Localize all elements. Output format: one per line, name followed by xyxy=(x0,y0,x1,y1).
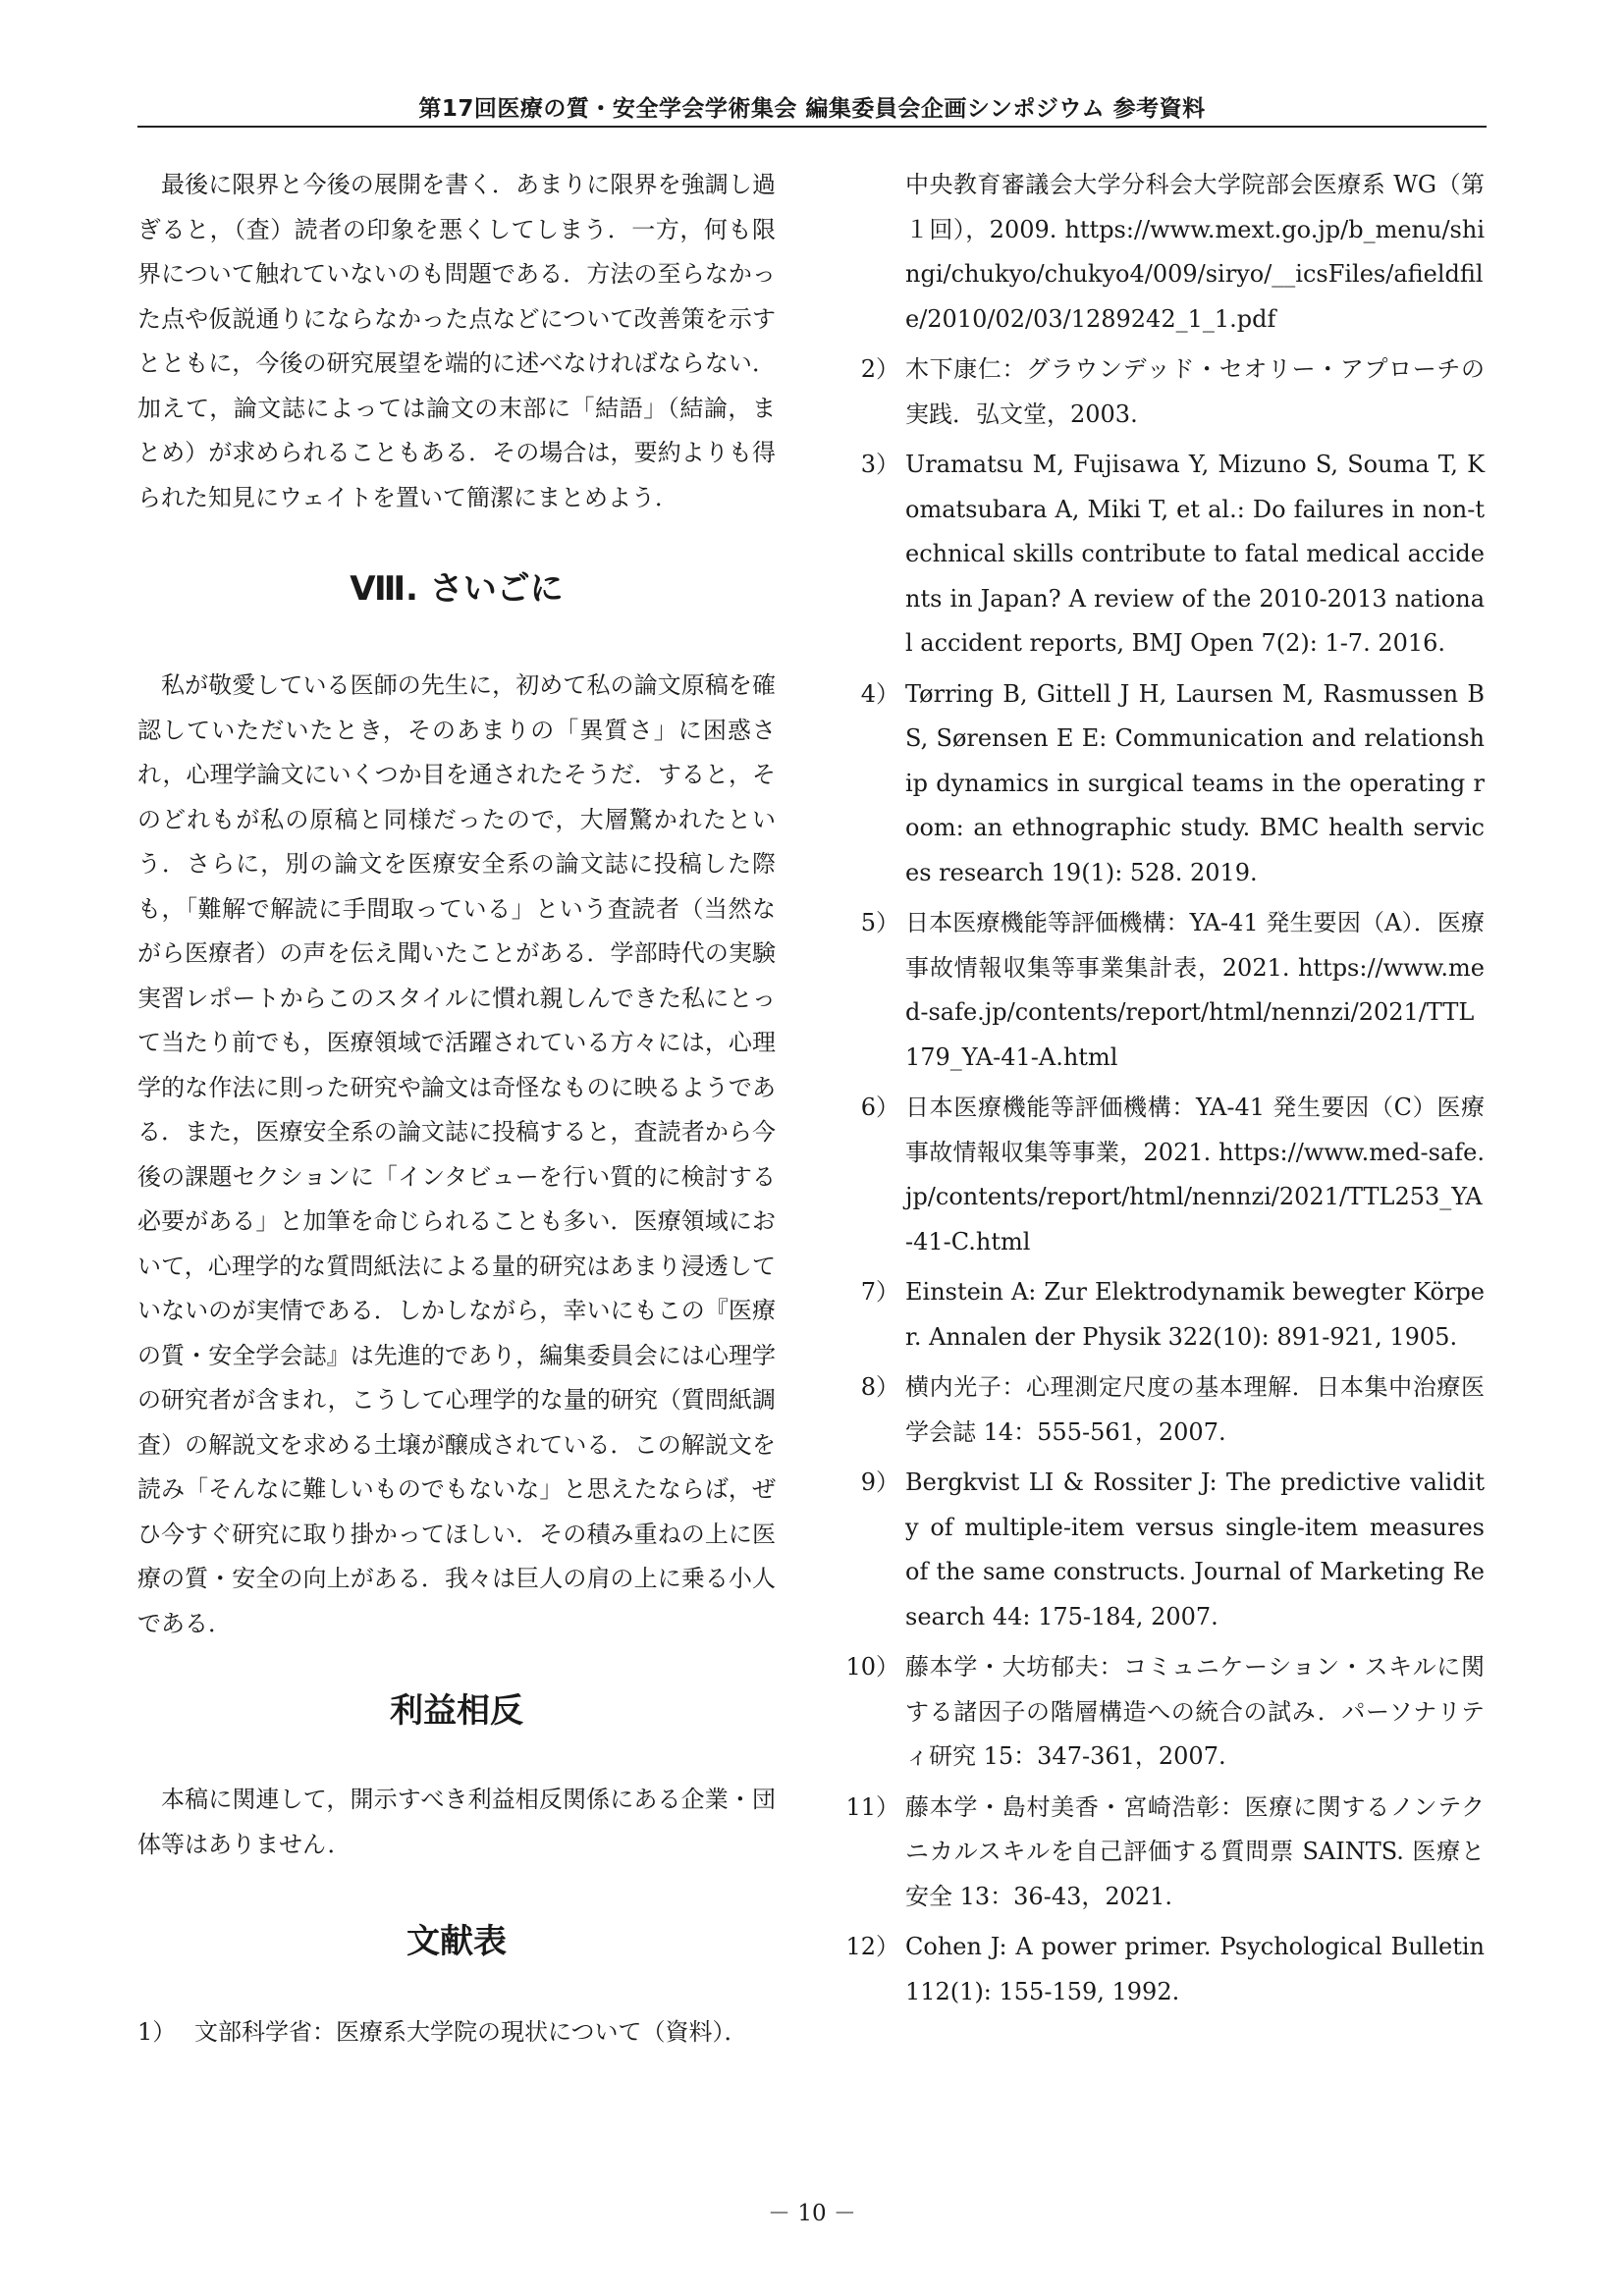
reference-text: 日本医療機能等評価機構：YA-41 発生要因（C）医療事故情報収集等事業，2021. https://www.med-safe.jp/contents/report/html/nennzi/2021/TTL253_YA-41-C.html xyxy=(905,1094,1485,1255)
reference-text: 中央教育審議会大学分科会大学院部会医療系 WG（第１回），2009. https://www.mext.go.jp/b_menu/shingi/chukyo/chukyo4/009/siryo/__icsFiles/afieldfile/2010/02/03/1289242_1_1.pdf xyxy=(905,171,1485,333)
reference-number: 1） xyxy=(137,2018,177,2046)
reference-item xyxy=(844,672,1485,896)
reference-item xyxy=(844,1270,1485,1360)
reference-text: 藤本学・島村美香・宮崎浩彰：医療に関するノンテクニカルスキルを自己評価する質問票 SAINTS. 医療と安全 13：36-43，2021. xyxy=(905,1792,1485,1910)
reference-number: 4） xyxy=(860,679,899,708)
limitations-paragraph: 最後に限界と今後の展開を書く．あまりに限界を強調し過ぎると，（査）読者の印象を悪くしてしまう．一方，何も限界について触れていないのも問題である．方法の至らなかった点や仮説通りにならなかった点などについて改善策を示すとともに，今後の研究展望を端的に述べなければならない．加えて，論文誌によっては論文の末部に「結語」（結論，まとめ）が求められることもある．その場合は，要約よりも得られた知見にウェイトを置いて簡潔にまとめよう． xyxy=(137,171,776,511)
reference-text: Bergkvist LI & Rossiter J: The predictive validity of multiple-item versus single-item measures of the same constructs. Journal of Marketing Research 44: 175-184, 2007. xyxy=(905,1468,1485,1630)
reference-list xyxy=(844,163,1485,2014)
reference-text: Uramatsu M, Fujisawa Y, Mizuno S, Souma T, Komatsubara A, Miki T, et al.: Do failures in non-technical skills contribute to fatal medical accidents in Japan? A review of the 2010-2013 national accident reports, BMJ Open 7(2): 1-7. 2016. xyxy=(905,451,1485,657)
reference-number: 10） xyxy=(845,1653,899,1681)
page-number: － 10 － xyxy=(768,2201,856,2226)
reference-text: Cohen J: A power primer. Psychological Bulletin 112(1): 155-159, 1992. xyxy=(905,1933,1485,2005)
section-heading-conflict-of-interest: 利益相反 xyxy=(390,1691,523,1731)
reference-text: 文部科学省：医療系大学院の現状について（資料）． xyxy=(194,2018,748,2046)
left-column xyxy=(137,163,776,2061)
reference-number: 6） xyxy=(860,1094,899,1121)
reference-item xyxy=(844,1461,1485,1639)
reference-item xyxy=(844,347,1485,437)
reference-text: 木下康仁：グラウンデッド・セオリー・アプローチの実践．弘文堂，2003. xyxy=(905,355,1485,428)
reference-number: 3） xyxy=(860,451,899,478)
reference-item xyxy=(844,901,1485,1080)
reference-item xyxy=(844,1086,1485,1264)
reference-item xyxy=(844,1786,1485,1920)
reference-item xyxy=(844,1365,1485,1455)
reference-text: 日本医療機能等評価機構：YA-41 発生要因（A）．医療事故情報収集等事業集計表，2021. https://www.med-safe.jp/contents/report/html/nennzi/2021/TTL179_YA-41-A.html xyxy=(905,909,1485,1071)
conclusion-paragraph: 私が敬愛している医師の先生に，初めて私の論文原稿を確認していただいたとき，そのあまりの「異質さ」に困惑され，心理学論文にいくつか目を通されたそうだ．すると，そのどれもが私の原稿と同様だったので，大層驚かれたという．さらに，別の論文を医療安全系の論文誌に投稿した際も，「難解で解読に手間取っている」という査読者（当然ながら医療者）の声を伝え聞いたことがある．学部時代の実験実習レポートからこのスタイルに慣れ親しんできた私にとって当たり前でも，医療領域で活躍されている方々には，心理学的な作法に則った研究や論文は奇怪なものに映るようである．また，医療安全系の論文誌に投稿すると，査読者から今後の課題セクションに「インタビューを行い質的に検討する必要がある」と加筆を命じられることも多い．医療領域において，心理学的な質問紙法による量的研究はあまり浸透していないのが実情である．しかしながら，幸いにもこの『医療の質・安全学会誌』は先進的であり，編集委員会には心理学の研究者が含まれ，こうして心理学的な量的研究（質問紙調査）の解説文を求める土壌が醸成されている．この解説文を読み「そんなに難しいものでもないな」と思えたならば，ぜひ今すぐ研究に取り掛かってほしい．その積み重ねの上に医療の質・安全の向上がある．我々は巨人の肩の上に乗る小人である． xyxy=(137,671,776,1637)
running-header: 第17回医療の質・安全学会学術集会 編集委員会企画シンポジウム 参考資料 xyxy=(418,96,1206,122)
reference-number: 12） xyxy=(845,1933,899,1960)
header-divider xyxy=(137,126,1487,128)
conflict-of-interest-paragraph: 本稿に関連して，開示すべき利益相反関係にある企業・団体等はありません． xyxy=(137,1786,776,1858)
reference-number: 9） xyxy=(860,1468,899,1496)
reference-text: 横内光子：心理測定尺度の基本理解．日本集中治療医学会誌 14：555-561，2007. xyxy=(905,1373,1485,1446)
reference-number: 2） xyxy=(860,355,899,383)
reference-number: 7） xyxy=(860,1278,899,1306)
reference-list-start xyxy=(137,2010,776,2056)
reference-item xyxy=(844,443,1485,667)
reference-item xyxy=(844,1645,1485,1780)
right-column xyxy=(844,163,1485,2020)
section-heading-references: 文献表 xyxy=(406,1922,507,1961)
reference-item xyxy=(844,1925,1485,2014)
section-heading-conclusion: Ⅷ. さいごに xyxy=(350,569,564,609)
reference-item-continuation xyxy=(844,163,1485,342)
reference-text: 藤本学・大坊郁夫：コミュニケーション・スキルに関する諸因子の階層構造への統合の試み．パーソナリティ研究 15：347-361，2007. xyxy=(905,1653,1485,1770)
reference-number: 8） xyxy=(860,1373,899,1401)
reference-text: Tørring B, Gittell J H, Laursen M, Rasmussen B S, Sørensen E E: Communication and relationship dynamics in surgical teams in the operating room: an ethnographic study. BMC health services research 19(1): 528. 2019. xyxy=(905,679,1485,886)
reference-number: 5） xyxy=(860,909,899,936)
reference-text: Einstein A: Zur Elektrodynamik bewegter Körper. Annalen der Physik 322(10): 891-921, 1905. xyxy=(905,1278,1485,1351)
reference-item xyxy=(137,2010,776,2056)
reference-number: 11） xyxy=(845,1792,899,1821)
